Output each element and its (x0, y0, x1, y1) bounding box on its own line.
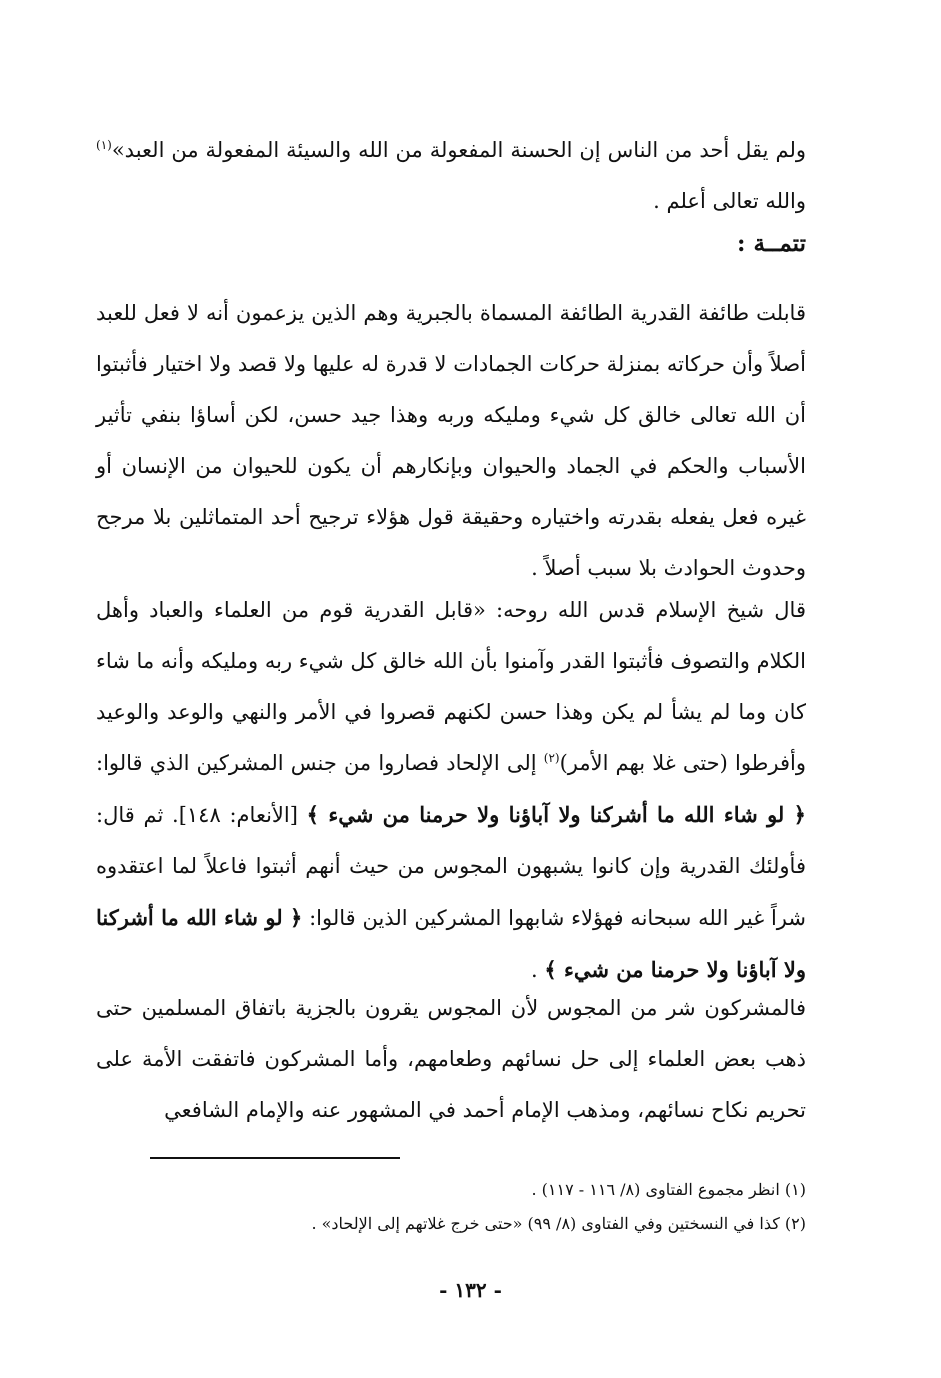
quote-text-end: . (531, 958, 545, 982)
intro-text: ولم يقل أحد من الناس إن الحسنة المفعولة من الله والسيئة المفعولة من العبد» (111, 138, 806, 162)
intro-paragraph (96, 125, 806, 227)
footnote-1: (١) انظر مجموع الفتاوى (٨/ ١١٦ - ١١٧) . (531, 1180, 806, 1199)
paragraph-1: قابلت طائفة القدرية الطائفة المسماة بالجبرية وهم الذين يزعمون أنه لا فعل للعبد أصلاً وأن حركاته بمنزلة حركات الجمادات لا قدرة له عليها ولا قصد ولا اختيار فأثبتوا أن الله تعالى خالق كل شيء ومليكه وربه وهذا جيد حسن، لكن أساؤا بنفي تأثير الأسباب والحكم في الجماد والحيوان وبإنكارهم أن يكون للحيوان من الإنسان أو غيره فعل يفعله بقدرته واختياره وحقيقة قول هؤلاء ترجيح أحد المتماثلين بلا مرجح وحدوث الحوادث بلا سبب أصلاً . (96, 301, 806, 580)
paragraph-3: فالمشركون شر من المجوس لأن المجوس يقرون بالجزية باتفاق المسلمين حتى ذهب بعض العلماء إلى حل نسائهم وطعامهم، وأما المشركون فاتفقت الأمة على تحريم نكاح نسائهم، ومذهب الإمام أحمد في المشهور عنه والإمام الشافعي (96, 996, 806, 1122)
page-number: - ١٣٢ - (439, 1278, 502, 1302)
quran-verse-2: ﴿ لو شاء الله ما أشركنا ولا آباؤنا ولا حرمنا من شيء ﴾ (96, 905, 806, 982)
footnote-ref-2: (٢) (543, 751, 560, 765)
intro-text-end: والله تعالى أعلم . (653, 189, 806, 213)
quote-text-cont-2: [الأنعام: ١٤٨]. ثم قال: فأولئك القدرية وإن كانوا يشبهون المجوس من حيث أنهم أثبتوا فاعلاً لما اعتقدوه شراً غير الله سبحانه فهؤلاء شابهوا المشركين الذين قالوا: (96, 803, 806, 930)
paragraph-2 (96, 585, 806, 996)
section-heading: تتمــة : (737, 230, 806, 257)
quote-text: قال شيخ الإسلام قدس الله روحه: «قابل القدرية قوم من العلماء والعباد وأهل الكلام والتصوف فأثبتوا القدر وآمنوا بأن الله خالق كل شيء ربه ومليكه وأنه ما شاء كان وما لم يشأ لم يكن وهذا حسن لكنهم قصروا في الأمر والنهي والوعد والوعيد وأفرطوا (حتى غلا بهم الأمر) (96, 598, 806, 775)
footnote-2: (٢) كذا في النسختين وفي الفتاوى (٨/ ٩٩) «حتى خرج غلاتهم إلى الإلحاد» . (311, 1214, 806, 1233)
footnote-ref-1: (١) (96, 138, 112, 152)
footnote-divider (150, 1157, 400, 1159)
quran-verse-1: ﴿ لو شاء الله ما أشركنا ولا آباؤنا ولا حرمنا من شيء ﴾ (306, 802, 806, 827)
quote-text-cont: إلى الإلحاد فصاروا من جنس المشركين الذي قالوا: (96, 751, 544, 775)
